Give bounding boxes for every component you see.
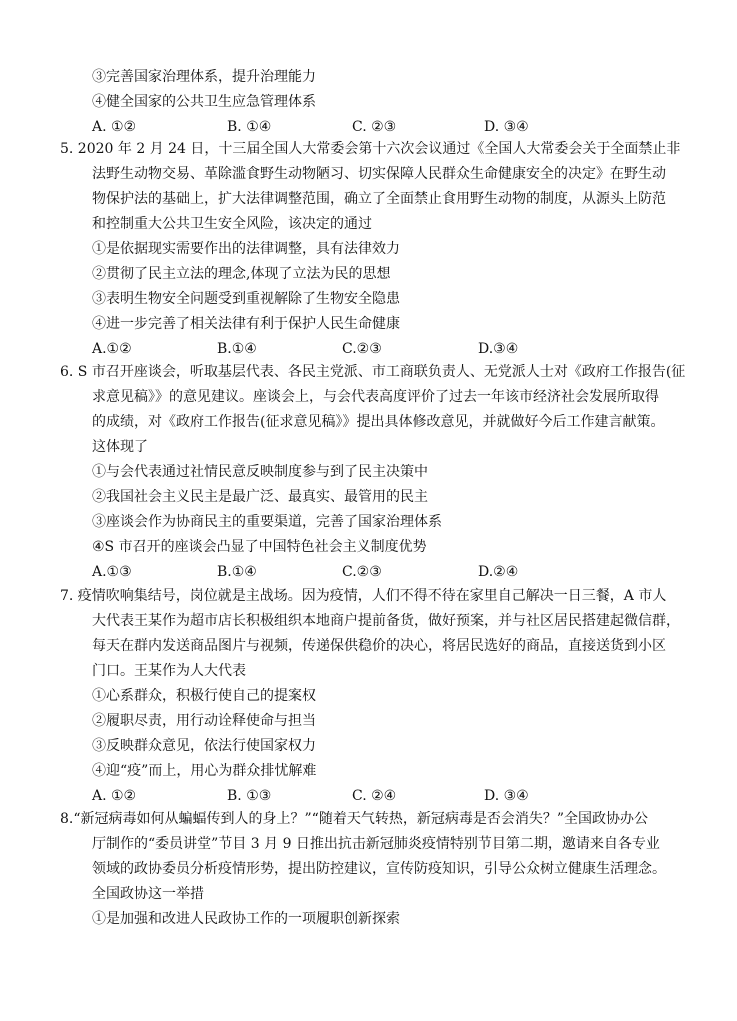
text-line: 门口。王某作为人大代表 — [92, 663, 246, 679]
text-line: 8.“新冠病毒如何从蝙蝠传到人的身上？”“随着天气转热，新冠病毒是否会消失？”全国政协办公 — [60, 811, 648, 827]
text-line: ①是加强和改进人民政协工作的一项履职创新探索 — [92, 911, 400, 927]
answer-option: A. ①② — [92, 119, 137, 135]
text-line: 领域的政协委员分析疫情形势，提出防控建议，宣传防疫知识，引导公众树立健康生活理念。 — [92, 861, 666, 877]
text-line: 法野生动物交易、革除滥食野生动物陋习、切实保障人民群众生命健康安全的决定》在野生动 — [92, 166, 666, 182]
text-line: ③完善国家治理体系，提升治理能力 — [92, 69, 316, 85]
answer-option: D.③④ — [478, 341, 519, 357]
answer-choices — [0, 339, 737, 359]
text-line: ①与会代表通过社情民意反映制度参与到了民主决策中 — [92, 464, 428, 480]
text-line: ④迎“疫”而上，用心为群众排忧解难 — [92, 763, 317, 779]
answer-option: D. ③④ — [484, 119, 529, 135]
text-line: 这体现了 — [92, 439, 148, 455]
text-line: 每天在群内发送商品图片与视频，传递保供稳价的决心，将居民选好的商品，直接送货到小区 — [92, 638, 666, 654]
text-line: ②贯彻了民主立法的理念,体现了立法为民的思想 — [92, 266, 391, 282]
text-line: 大代表王某作为超市店长积极组织本地商户提前备货，做好预案，并与社区居民搭建起微信群， — [92, 613, 680, 629]
text-line: 全国政协这一举措 — [92, 886, 204, 902]
text-line: ②我国社会主义民主是最广泛、最真实、最管用的民主 — [92, 489, 428, 505]
text-line: 物保护法的基础上，扩大法律调整范围，确立了全面禁止食用野生动物的制度，从源头上防范 — [92, 191, 666, 207]
answer-option: B.①④ — [217, 341, 257, 357]
answer-option: B. ①④ — [227, 119, 272, 135]
answer-option: B. ①③ — [227, 788, 272, 804]
answer-option: C. ②④ — [352, 788, 397, 804]
answer-option: A.①② — [92, 341, 132, 357]
text-line: ③反映群众意见，依法行使国家权力 — [92, 738, 316, 754]
text-line: ④进一步完善了相关法律有利于保护人民生命健康 — [92, 316, 400, 332]
answer-option: C.②③ — [342, 564, 382, 580]
text-line: 的成绩，对《政府工作报告(征求意见稿》》提出具体修改意见，并就做好今后工作建言献策。 — [92, 414, 665, 430]
text-line: ④S 市召开的座谈会凸显了中国特色社会主义制度优势 — [92, 539, 427, 555]
text-line: 6. S 市召开座谈会，听取基层代表、各民主党派、市工商联负责人、无党派人士对《政府工作报告(征 — [60, 364, 686, 380]
answer-option: C. ②③ — [352, 119, 397, 135]
text-line: ①心系群众，积极行使自己的提案权 — [92, 688, 316, 704]
text-line: ③座谈会作为协商民主的重要渠道，完善了国家治理体系 — [92, 514, 442, 530]
answer-choices — [0, 786, 737, 806]
answer-option: A. ①② — [92, 788, 137, 804]
text-line: ④健全国家的公共卫生应急管理体系 — [92, 94, 316, 110]
answer-option: B.①④ — [217, 564, 257, 580]
text-line: ③表明生物安全问题受到重视解除了生物安全隐患 — [92, 291, 400, 307]
answer-option: D.②④ — [478, 564, 519, 580]
text-line: 求意见稿》》的意见建议。座谈会上，与会代表高度评价了过去一年该市经济社会发展所取得 — [92, 389, 659, 405]
text-line: 7. 疫情吹响集结号，岗位就是主战场。因为疫情，人们不得不待在家里自己解决一日三餐，A 市人 — [60, 588, 667, 604]
answer-choices — [0, 117, 737, 137]
answer-option: C.②③ — [342, 341, 382, 357]
text-line: ②履职尽责，用行动诠释使命与担当 — [92, 713, 316, 729]
text-line: 5. 2020 年 2 月 24 日，十三届全国人大常委会第十六次会议通过《全国人大常委会关于全面禁止非 — [60, 141, 681, 157]
answer-option: D. ③④ — [484, 788, 529, 804]
answer-choices — [0, 562, 737, 582]
text-line: 和控制重大公共卫生安全风险，该决定的通过 — [92, 216, 372, 232]
answer-option: A.①③ — [92, 564, 132, 580]
text-line: ①是依据现实需要作出的法律调整，具有法律效力 — [92, 241, 400, 257]
text-line: 厅制作的“委员讲堂”节目 3 月 9 日推出抗击新冠肺炎疫情特别节目第二期，邀请来自各专业 — [92, 836, 660, 852]
